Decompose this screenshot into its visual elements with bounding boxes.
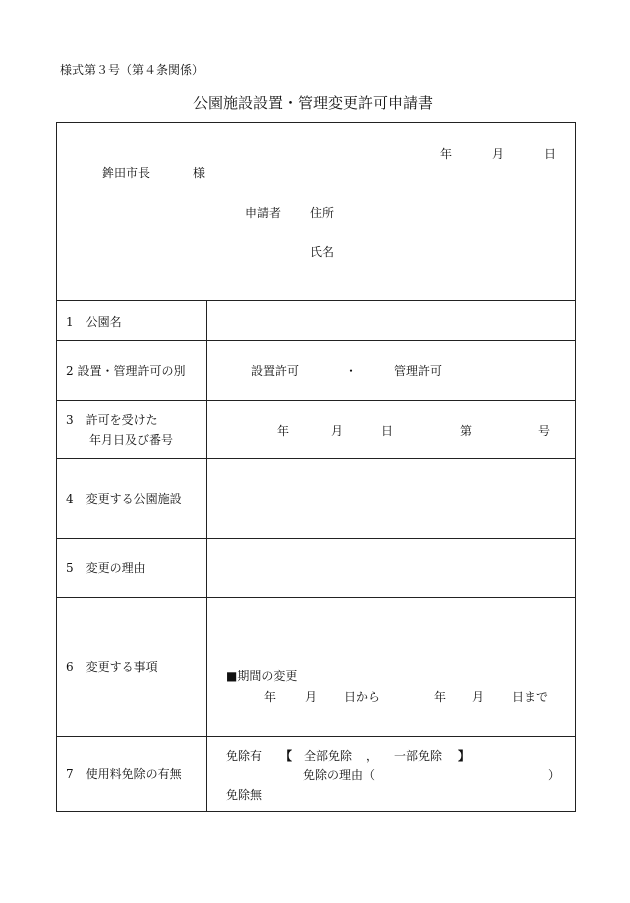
address-label: 住所	[310, 206, 335, 220]
date-year: 年	[440, 147, 453, 161]
permit-number-suffix: 号	[538, 424, 551, 438]
option-separator: ・	[345, 364, 358, 378]
option-install-permit[interactable]: 設置許可	[251, 364, 300, 378]
full-exemption-option[interactable]: 全部免除	[304, 749, 353, 763]
option-comma: ，	[366, 749, 379, 763]
option-manage-permit[interactable]: 管理許可	[394, 364, 443, 378]
partial-exemption-option[interactable]: 一部免除	[394, 749, 443, 763]
document-title: 公園施設設置・管理変更許可申請書	[193, 94, 434, 112]
park-name-label: 1 公園名	[66, 315, 122, 329]
exemption-reason-close: ）	[548, 768, 561, 782]
park-name-field[interactable]	[207, 301, 575, 340]
table-divider	[56, 340, 576, 341]
changes-label: 6 変更する事項	[66, 660, 158, 674]
period-to-day: 日まで	[512, 690, 549, 704]
table-divider	[56, 597, 576, 598]
period-to-month: 月	[472, 690, 485, 704]
facility-field[interactable]	[207, 459, 575, 538]
permit-month: 月	[331, 424, 344, 438]
name-label: 氏名	[310, 245, 335, 259]
permit-year: 年	[277, 424, 290, 438]
form-number: 様式第３号（第４条関係）	[60, 63, 205, 77]
reason-field[interactable]	[207, 539, 575, 597]
permit-date-label-line2: 年月日及び番号	[89, 433, 174, 447]
permit-type-label: 2 設置・管理許可の別	[66, 364, 186, 378]
date-month: 月	[492, 147, 505, 161]
applicant-label: 申請者	[245, 206, 282, 220]
addressee: 鉾田市長	[102, 166, 151, 180]
period-change-item: ■期間の変更	[226, 669, 298, 683]
date-day: 日	[544, 147, 557, 161]
table-divider	[56, 400, 576, 401]
bracket-close: 】	[458, 749, 471, 763]
fee-exemption-label: 7 使用料免除の有無	[66, 767, 182, 781]
period-from-day: 日から	[344, 690, 381, 704]
permit-number-prefix: 第	[460, 424, 473, 438]
period-to-year: 年	[434, 690, 447, 704]
bracket-open: 【	[280, 749, 293, 763]
permit-day: 日	[381, 424, 394, 438]
permit-date-label-line1: 3 許可を受けた	[66, 413, 158, 427]
facility-label: 4 変更する公園施設	[66, 492, 182, 506]
period-from-month: 月	[305, 690, 318, 704]
exempt-yes-option[interactable]: 免除有	[226, 749, 263, 763]
reason-label: 5 変更の理由	[66, 561, 146, 575]
honorific: 様	[193, 166, 206, 180]
exempt-no-option[interactable]: 免除無	[226, 788, 263, 802]
table-divider	[56, 736, 576, 737]
period-from-year: 年	[264, 690, 277, 704]
exemption-reason-label: 免除の理由（	[303, 768, 376, 782]
